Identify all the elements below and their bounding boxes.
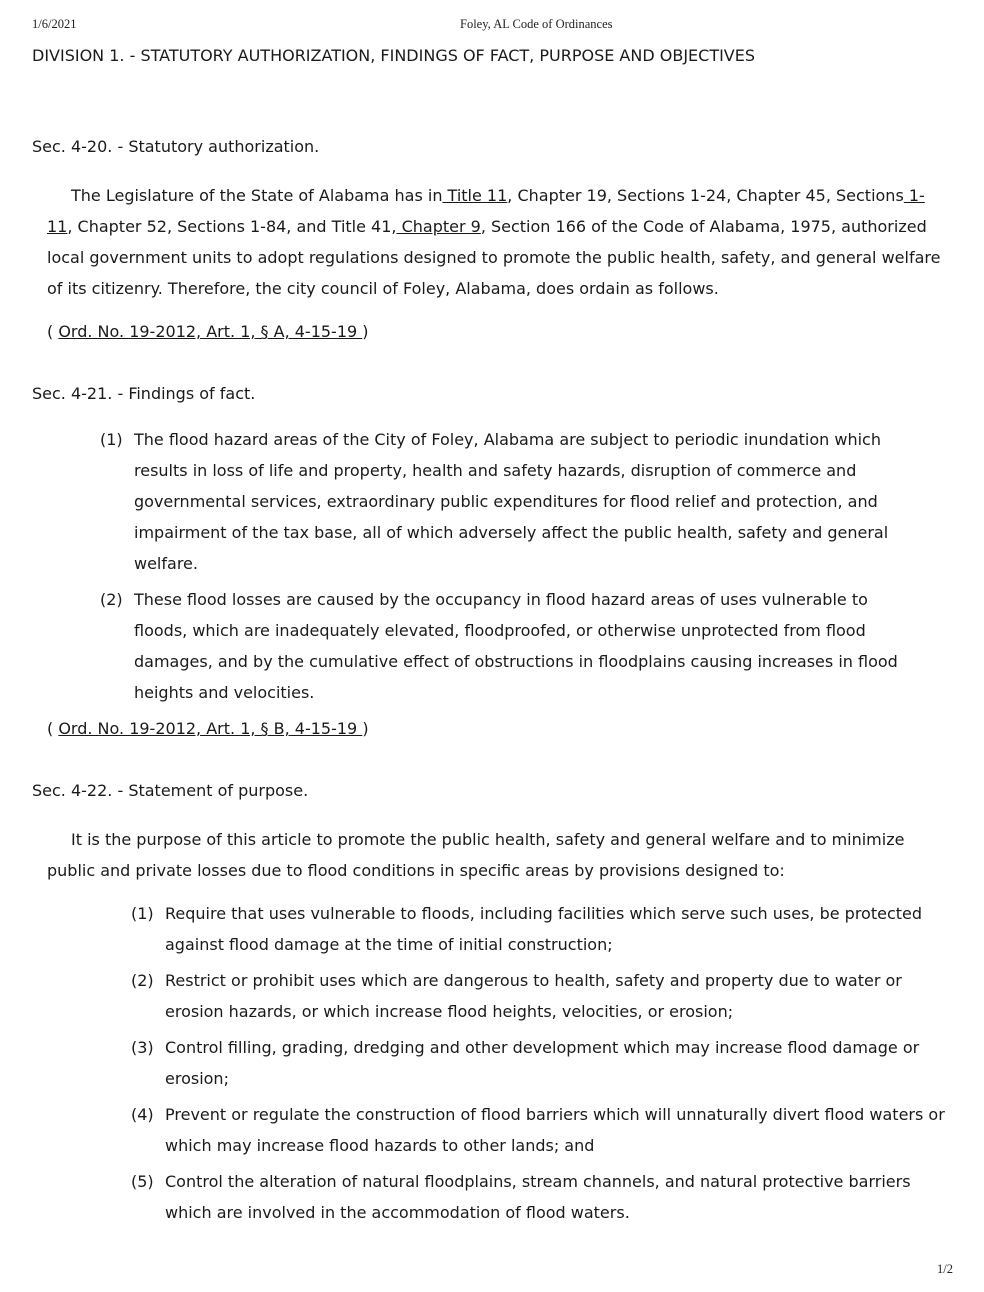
- sec-4-20-paragraph: The Legislature of the State of Alabama has in Title 11, Chapter 19, Sections 1-24, Chapter 45, Sections 1-11, Chapter 52, Sections 1-84, and Title 41, Chapter 9, Section 166 of the Code of Alabama, 1975, authorized local government units to adopt regulations designed to promote the public health, safety, and general welfare of its citizenry. Therefore, the city council of Foley, Alabama, does ordain as follows.: [47, 186, 941, 298]
- ordinance-link-a[interactable]: Ord. No. 19-2012, Art. 1, § A, 4-15-19: [58, 322, 363, 341]
- list-item: (3) Control filling, grading, dredging and other development which may increase flood damage or erosion;: [131, 1038, 920, 1088]
- sec-4-22-heading: Sec. 4-22. - Statement of purpose.: [32, 781, 309, 800]
- sec-4-22-intro: It is the purpose of this article to promote the public health, safety and general welfare and to minimize public and private losses due to flood conditions in specific areas by provisions designed to:: [47, 830, 905, 880]
- list-item: (2) These flood losses are caused by the occupancy in flood hazard areas of uses vulnerable to floods, which are inadequately elevated, floodproofed, or otherwise unprotected from flood damages, and by the cumulative effect of obstructions in floodplains causing increases in flood heights and velocities.: [100, 590, 898, 702]
- purpose-list: [131, 898, 946, 1228]
- page-number: 1/2: [937, 1262, 953, 1276]
- sec-4-20-history: ( Ord. No. 19-2012, Art. 1, § A, 4-15-19 ): [47, 322, 369, 341]
- division-title: DIVISION 1. - STATUTORY AUTHORIZATION, FINDINGS OF FACT, PURPOSE AND OBJECTIVES: [32, 46, 756, 65]
- print-header: [32, 17, 952, 33]
- print-title: Foley, AL Code of Ordinances: [460, 17, 613, 31]
- list-item: (4) Prevent or regulate the construction of flood barriers which will unnaturally divert flood waters or which may increase flood hazards to other lands; and: [131, 1105, 945, 1155]
- sec-4-21-history: ( Ord. No. 19-2012, Art. 1, § B, 4-15-19 ): [47, 719, 369, 738]
- findings-list: [100, 424, 920, 708]
- title-11-link[interactable]: Title 11: [442, 186, 508, 205]
- list-item: (1) Require that uses vulnerable to floods, including facilities which serve such uses, be protected against flood damage at the time of initial construction;: [131, 904, 923, 954]
- list-item: (5) Control the alteration of natural floodplains, stream channels, and natural protective barriers which are involved in the accommodation of flood waters.: [131, 1172, 911, 1222]
- list-item: (2) Restrict or prohibit uses which are dangerous to health, safety and property due to water or erosion hazards, or which increase flood heights, velocities, or erosion;: [131, 971, 902, 1021]
- list-item: (1) The flood hazard areas of the City of Foley, Alabama are subject to periodic inundation which results in loss of life and property, health and safety hazards, disruption of commerce and governmental services, extraordinary public expenditures for flood relief and protection, and impairment of the tax base, all of which adversely affect the public health, safety and general welfare.: [100, 430, 889, 573]
- chapter-9-link[interactable]: Chapter 9: [396, 217, 481, 236]
- sec-4-20-heading: Sec. 4-20. - Statutory authorization.: [32, 137, 320, 156]
- sec-4-21-heading: Sec. 4-21. - Findings of fact.: [32, 384, 256, 403]
- sections-1-11-link[interactable]: 1-11: [47, 186, 925, 236]
- print-date: 1/6/2021: [32, 17, 77, 31]
- ordinance-link-b[interactable]: Ord. No. 19-2012, Art. 1, § B, 4-15-19: [58, 719, 363, 738]
